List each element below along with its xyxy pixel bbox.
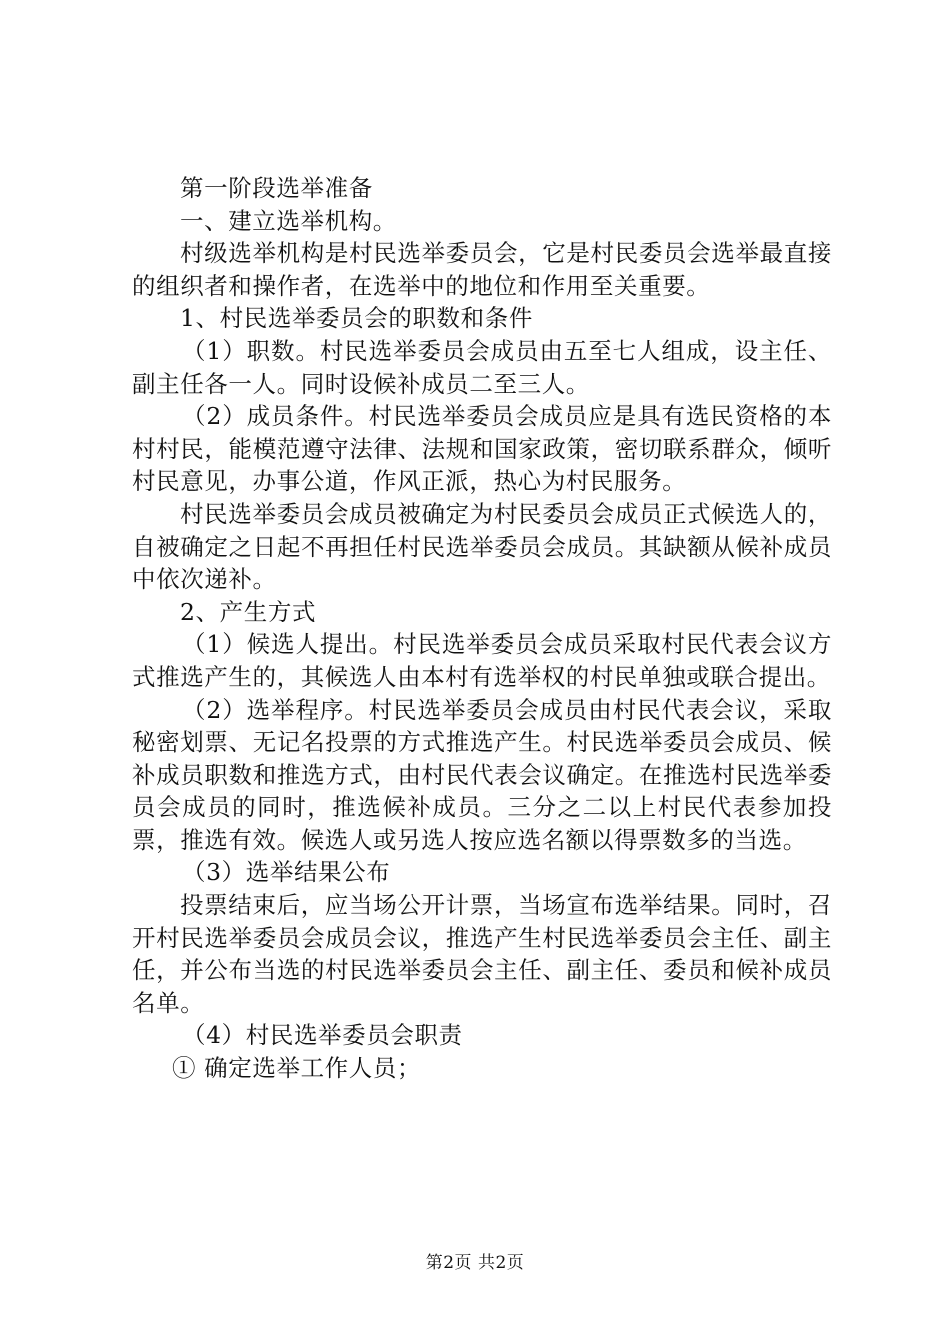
paragraph: 投票结束后，应当场公开计票，当场宣布选举结果。同时，召开村民选举委员会成员会议，推选产生村民选举委员会主任、副主任，并公布当选的村民选举委员会主任、副主任、委员和候补成员名单。 [132, 891, 832, 1017]
list-heading: 2、产生方式 [180, 597, 317, 626]
page-footer [0, 1248, 950, 1273]
list-item: （4）村民选举委员会职责 [182, 1021, 463, 1050]
page-number: 第2页 共2页 [425, 1253, 525, 1273]
list-heading: 1、村民选举委员会的职数和条件 [180, 304, 533, 333]
section-heading: 第一阶段选举准备 [180, 174, 373, 202]
list-item: （3）选举结果公布 [182, 858, 391, 887]
paragraph: 村级选举机构是村民选举委员会，它是村民委员会选举最直接的组织者和操作者，在选举中的地位和作用至关重要。 [132, 239, 832, 300]
list-item: （1）职数。村民选举委员会成员由五至七人组成，设主任、副主任各一人。同时设候补成员二至三人。 [132, 336, 832, 398]
subsection-heading: 一、建立选举机构。 [180, 206, 397, 235]
list-item: （2）选举程序。村民选举委员会成员由村民代表会议，采取秘密划票、无记名投票的方式推选产生。村民选举委员会成员、候补成员职数和推选方式，由村民代表会议确定。在推选村民选举委员会成员的同时，推选候补成员。三分之二以上村民代表参加投票，推选有效。候选人或另选人按应选名额以得票数多的当选。 [132, 695, 832, 854]
list-item: （2）成员条件。村民选举委员会成员应是具有选民资格的本村村民，能模范遵守法律、法规和国家政策，密切联系群众，倾听村民意见，办事公道，作风正派，热心为村民服务。 [132, 402, 832, 496]
paragraph: 村民选举委员会成员被确定为村民委员会成员正式候选人的，自被确定之日起不再担任村民选举委员会成员。其缺额从候补成员中依次递补。 [132, 499, 832, 594]
list-item: （1）候选人提出。村民选举委员会成员采取村民代表会议方式推选产生的，其候选人由本村有选举权的村民单独或联合提出。 [132, 630, 832, 691]
list-item: ① 确定选举工作人员； [172, 1054, 422, 1083]
document-body [132, 172, 832, 1085]
